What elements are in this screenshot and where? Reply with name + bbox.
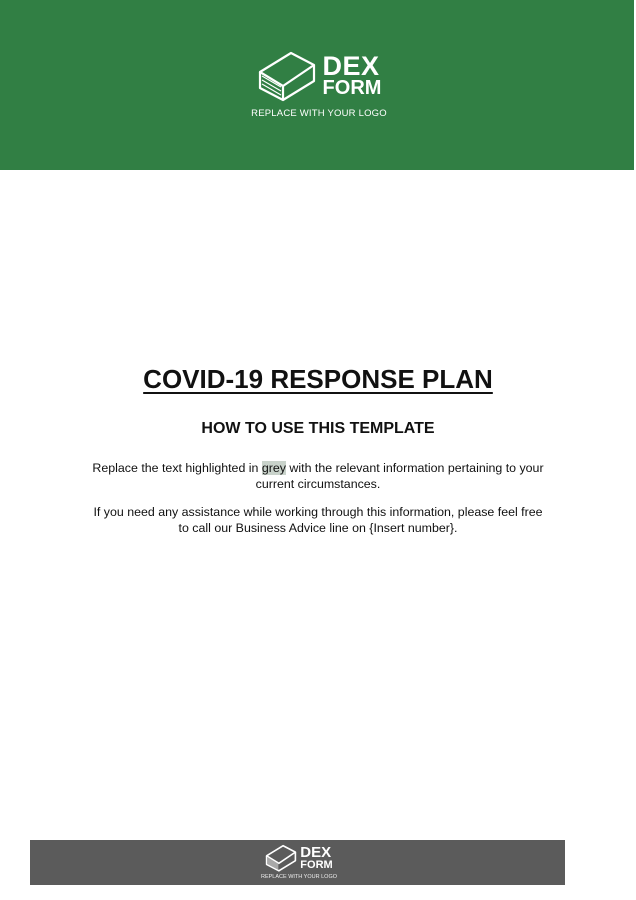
instructions-paragraph <box>90 460 546 492</box>
footer-logo <box>261 843 337 880</box>
document-subtitle: HOW TO USE THIS TEMPLATE <box>201 420 435 437</box>
paper-stack-icon <box>257 50 317 102</box>
instructions-text-before: Replace the text highlighted in <box>92 461 262 475</box>
logo-word-1: DEX <box>300 843 332 861</box>
logo-tagline: REPLACE WITH YOUR LOGO <box>261 874 337 880</box>
logo-word-1: DEX <box>322 50 380 81</box>
logo-word-2: FORM <box>300 858 333 871</box>
header-banner <box>0 0 634 170</box>
logo-tagline: REPLACE WITH YOUR LOGO <box>251 108 387 119</box>
instructions-text-after: with the relevant information pertaining to your current circumstances. <box>255 461 544 491</box>
header-logo <box>251 50 387 119</box>
paper-stack-icon <box>265 844 297 872</box>
highlighted-word: grey <box>261 461 286 475</box>
assistance-paragraph: If you need any assistance while working through this information, please feel free to call our Business Advice line on {Insert number}. <box>93 505 543 535</box>
footer-banner <box>30 840 565 885</box>
document-title: COVID-19 RESPONSE PLAN <box>143 364 493 394</box>
logo-word-2: FORM <box>322 77 382 100</box>
